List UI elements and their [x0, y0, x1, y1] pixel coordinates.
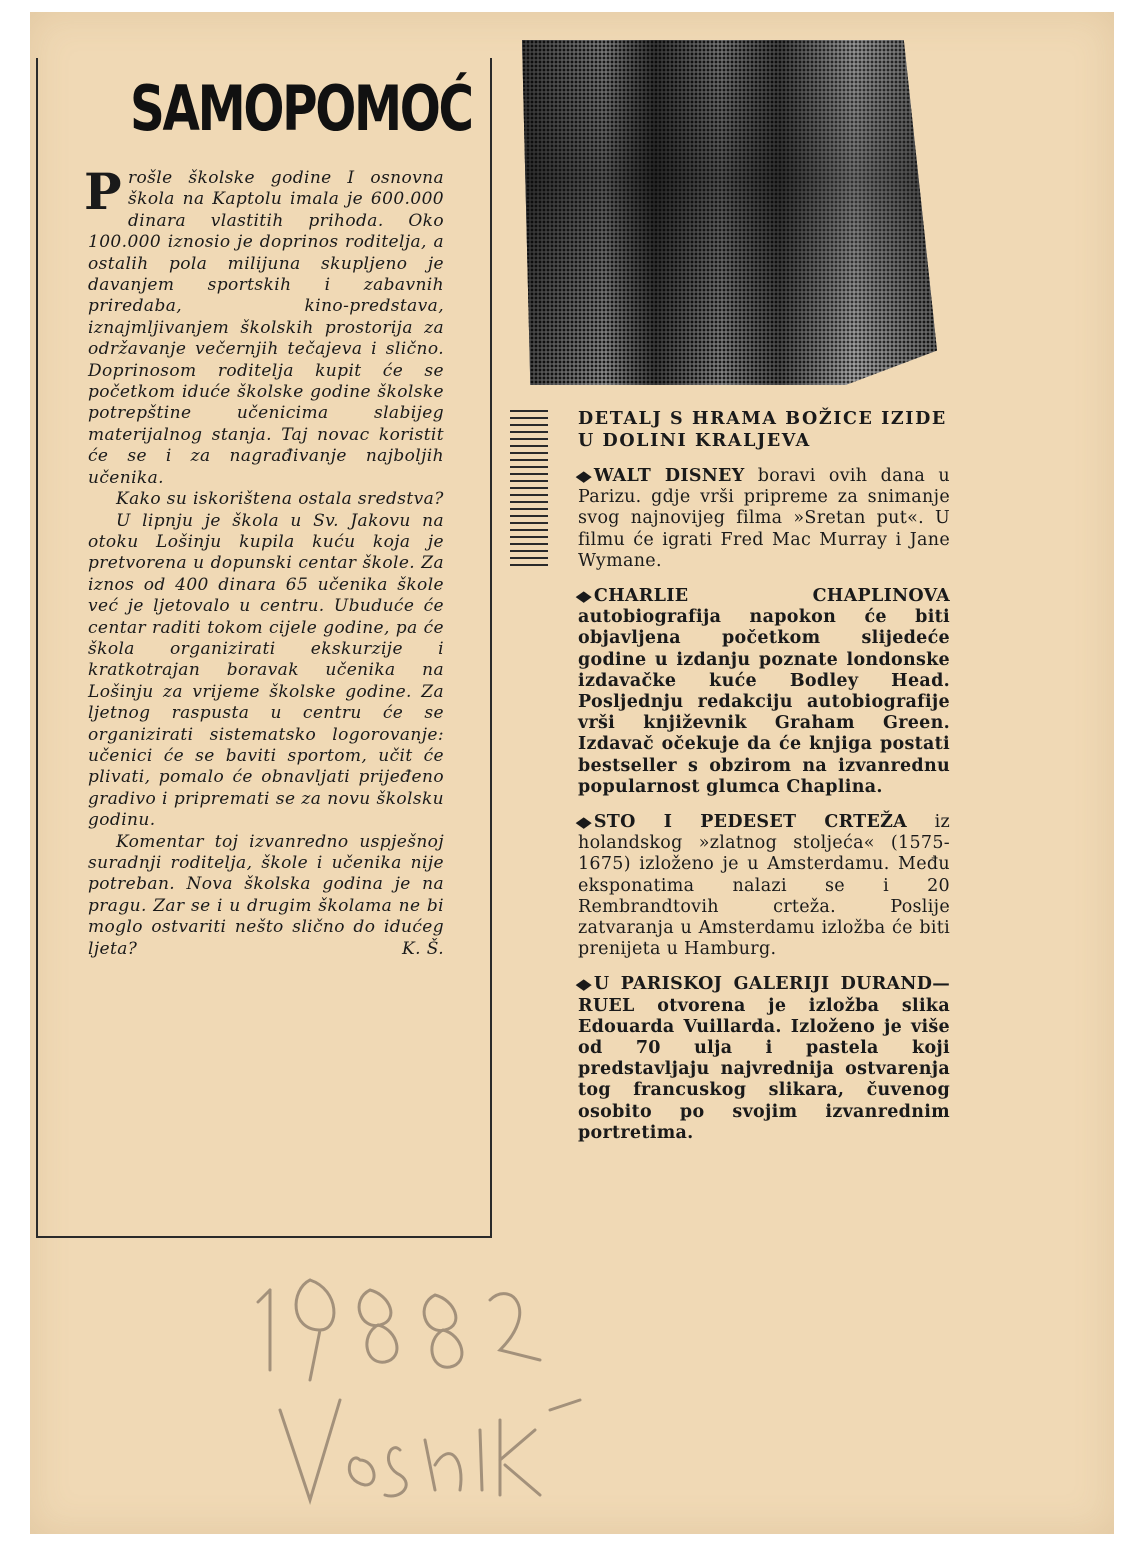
news-lead: WALT DISNEY — [593, 466, 745, 486]
news-lead: U PARISKOJ GALERIJI DURAND—RUEL — [578, 974, 950, 1016]
news-lead: STO I PEDESET CRTEŽA — [593, 812, 908, 833]
handwritten-date — [258, 1280, 540, 1380]
article-paragraph — [84, 162, 444, 489]
diamond-bullet-icon: ◆ — [575, 813, 593, 832]
news-item — [575, 586, 950, 798]
photo-shading — [522, 40, 937, 385]
handwritten-source — [280, 1400, 580, 1500]
news-item — [575, 974, 950, 1144]
headline: SAMOPOMOĆ — [130, 72, 472, 145]
article-paragraph — [88, 832, 444, 960]
news-item — [575, 466, 950, 572]
diamond-bullet-icon: ◆ — [575, 467, 593, 485]
diamond-bullet-icon: ◆ — [575, 975, 593, 994]
left-article — [84, 162, 444, 960]
handwritten-annotation — [250, 1250, 650, 1520]
news-lead: CHARLIE CHAPLINOVA — [593, 586, 950, 607]
photo-caption: DETALJ S HRAMA BOŽICE IZIDE U DOLINI KRALJEVA — [578, 409, 947, 451]
caption-rule-marker — [510, 410, 548, 570]
halftone-photo — [522, 40, 937, 385]
paragraph-text: rošle školske godine I osnovna škola na Kaptolu imala je 600.000 dinara vlastitih prihoda. Oko 100.000 iznosio je doprinos roditelja, a ostalih pola milijuna skupljeno je davanjem sportskih i zabavnih priredaba, kino-predstava, iznajmljivanjem školskih prostorija za održavanje večernjih tečajeva i slično. Doprinosom roditelja kupit će se početkom iduće školske godine školske potrepštine učenicima slabijeg materijalnog stanja. Taj novac koristit će se i za nagrađivanje najboljih učenika. — [88, 168, 444, 488]
news-text: otvorena je izložba slika Edouarda Vuillarda. Izloženo je više od 70 ulja i pastela koji predstavljaju najvrednija ostvarenja tog francuskog slikara, čuvenog osobito po svojim izvanrednim portretima. — [578, 995, 950, 1143]
drop-cap: P — [84, 162, 122, 221]
news-text: boravi ovih dana u Parizu. gdje vrši pripreme za snimanje svog najnovijeg filma »Sretan put«. U filmu će igrati Fred Mac Murray i Jane Wymane. — [578, 466, 950, 571]
diamond-bullet-icon: ◆ — [575, 587, 593, 606]
news-item — [575, 812, 950, 960]
article-paragraph: Kako su iskorištena ostala sredstva? — [116, 489, 444, 510]
news-text: autobiografija napokon će biti objavljena početkom slijedeće godine u izdanju poznate londonske izdavačke kuće Bodley Head. Posljednju redakciju autobiografije vrši književnik Graham Green. Izdavač očekuje da će knjiga postati bestseller s obzirom na izvanrednu popularnost glumca Chaplina. — [578, 607, 950, 797]
news-briefs — [575, 466, 950, 1158]
paragraph-text: Komentar toj izvanredno uspješnoj suradnji roditelja, škole i učenika nije potreban. Nova školska godina je na pragu. Zar se i u drugim školama ne bi moglo ostvariti nešto slično do idućeg ljeta? — [88, 831, 444, 959]
news-text: iz holandskog »zlatnog stoljeća« (1575-1675) izloženo je u Amsterdamu. Među eksponatima nalazi se i 20 Rembrandtovih crteža. Poslije zatvaranja u Amsterdamu izložba će biti prenijeta u Hamburg. — [578, 812, 950, 960]
article-paragraph: U lipnju je škola u Sv. Jakovu na otoku Lošinju kupila kuću koja je pretvorena u dopunski centar škole. Za iznos od 400 dinara 65 učenika škole već je ljetovalo u centru. Ubuduće će centar raditi tokom cijele godine, pa će škola organizirati ekskurzije i kratkotrajan boravak učenika na Lošinju za vrijeme školske godine. Za ljetnog raspusta u centru će se organizirati sistematsko logorovanje: učenici će se baviti sportom, učit će plivati, pomalo će obnavljati prijeđeno gradivo i pripremati se za novu školsku godinu. — [88, 510, 444, 831]
signature: K. Š. — [402, 938, 444, 959]
column-bottom-rule — [36, 1236, 492, 1238]
